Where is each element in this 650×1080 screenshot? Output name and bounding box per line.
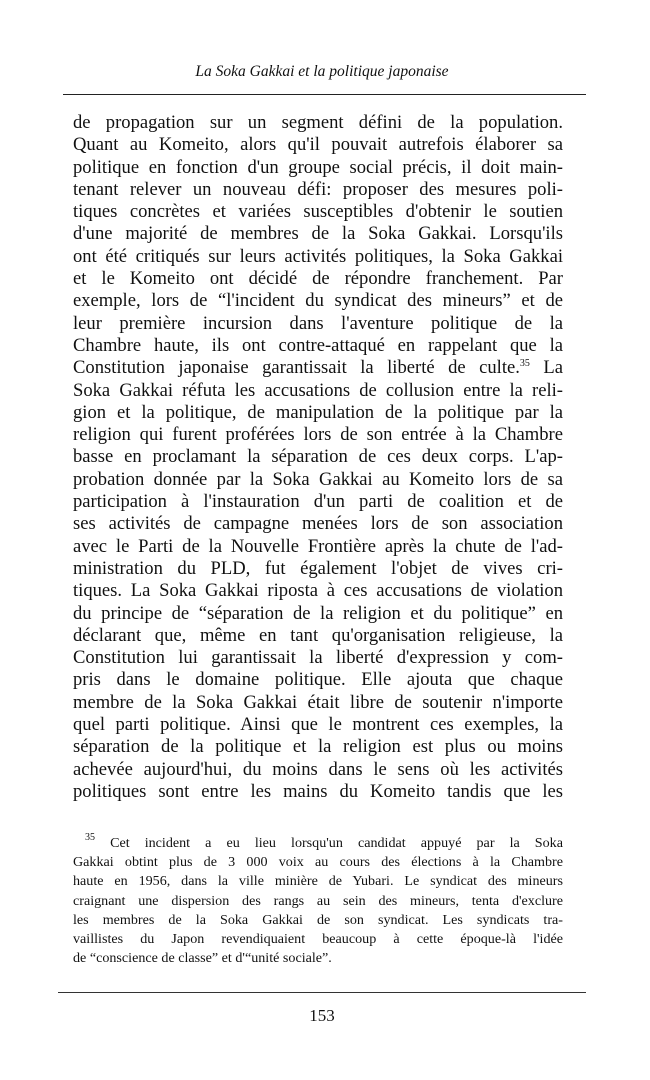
body-line-7: ont été critiqués sur leurs activités politiques, la Soka Gakkai xyxy=(73,245,563,267)
body-line-22: tiques. La Soka Gakkai riposta à ces accusations de violation xyxy=(73,580,563,602)
body-line-1: de propagation sur un segment défini de la population. xyxy=(73,112,563,133)
body-line-28: quel parti politique. Ainsi que le montrent ces exemples, la xyxy=(73,714,563,736)
body-line-21: ministration du PLD, fut également l'objet de vives cri- xyxy=(73,557,563,579)
body-line-19: ses activités de campagne menées lors de son association xyxy=(73,513,563,535)
body-line-18: participation à l'instauration d'un parti de coalition et de xyxy=(73,491,563,513)
running-header: La Soka Gakkai et la politique japonaise xyxy=(195,63,449,80)
header-rule xyxy=(63,94,586,95)
body-line-12 xyxy=(73,357,563,379)
body-line-12-tail: La xyxy=(543,357,563,379)
body-line-4: tenant relever un nouveau défi: proposer des mesures poli- xyxy=(73,178,563,200)
footnote-line-1 xyxy=(73,834,563,853)
footnote-reference[interactable]: 35 xyxy=(519,358,530,370)
body-line-9: exemple, lors de “l'incident du syndicat des mineurs” et de xyxy=(73,290,563,312)
footnote-line-4: craignant une dispersion des rangs au sein des mineurs, tenta d'exclure xyxy=(73,892,563,909)
body-line-29: séparation de la politique et la religion est plus ou moins xyxy=(73,736,563,758)
body-line-13: Soka Gakkai réfuta les accusations de collusion entre la reli- xyxy=(73,379,563,401)
body-line-16: basse en proclamant la séparation de ces deux corps. L'ap- xyxy=(73,446,563,468)
body-line-31: politiques sont entre les mains du Komeito tandis que les xyxy=(73,780,563,802)
body-line-30: achevée aujourd'hui, du moins dans le sens où les activités xyxy=(73,758,563,780)
footnote-line-6: vaillistes du Japon revendiquaient beaucoup à cette époque-là l'idée xyxy=(73,931,563,948)
body-line-23: du principe de “séparation de la religion et du politique” en xyxy=(73,602,563,624)
footnote-line-5: les membres de la Soka Gakkai de son syndicat. Les syndicats tra- xyxy=(73,911,563,928)
body-line-27: membre de la Soka Gakkai était libre de soutenir n'importe xyxy=(73,691,563,713)
footnote xyxy=(73,834,563,968)
body-line-25: Constitution lui garantissait la liberté d'expression y com- xyxy=(73,647,563,669)
body-text xyxy=(73,112,563,803)
body-line-2: Quant au Komeito, alors qu'il pouvait autrefois élaborer sa xyxy=(73,134,563,156)
body-line-14: gion et la politique, de manipulation de la politique par la xyxy=(73,401,563,423)
body-line-11: Chambre haute, ils ont contre-attaqué en rappelant que la xyxy=(73,334,563,356)
body-line-26: pris dans le domaine politique. Elle ajouta que chaque xyxy=(73,669,563,691)
body-line-8: et le Komeito ont décidé de répondre franchement. Par xyxy=(73,268,563,290)
body-line-3: politique en fonction d'un groupe social précis, il doit main- xyxy=(73,156,563,178)
body-line-20: avec le Parti de la Nouvelle Frontière après la chute de l'ad- xyxy=(73,535,563,557)
page-number: 153 xyxy=(309,1006,335,1025)
body-line-10: leur première incursion dans l'aventure politique de la xyxy=(73,312,563,334)
footnote-marker: 35 xyxy=(85,832,95,843)
body-line-15: religion qui furent proférées lors de son entrée à la Chambre xyxy=(73,424,563,446)
body-line-5: tiques concrètes et variées susceptibles d'obtenir le soutien xyxy=(73,201,563,223)
footnote-line-1-text: Cet incident a eu lieu lorsqu'un candidat appuyé par la Soka xyxy=(110,835,563,851)
body-line-17: probation donnée par la Soka Gakkai au Komeito lors de sa xyxy=(73,468,563,490)
footer-rule xyxy=(58,992,586,993)
body-line-12-text: Constitution japonaise garantissait la liberté de culte. xyxy=(73,357,520,379)
footnote-line-3: haute en 1956, dans la ville minière de Yubari. Le syndicat des mineurs xyxy=(73,873,563,890)
body-line-6: d'une majorité de membres de la Soka Gakkai. Lorsqu'ils xyxy=(73,223,563,245)
footnote-line-2: Gakkai obtint plus de 3 000 voix au cours des élections à la Chambre xyxy=(73,854,563,871)
body-line-24: déclarant que, même en tant qu'organisation religieuse, la xyxy=(73,624,563,646)
footnote-line-7: de “conscience de classe” et d'“unité sociale”. xyxy=(73,950,332,967)
